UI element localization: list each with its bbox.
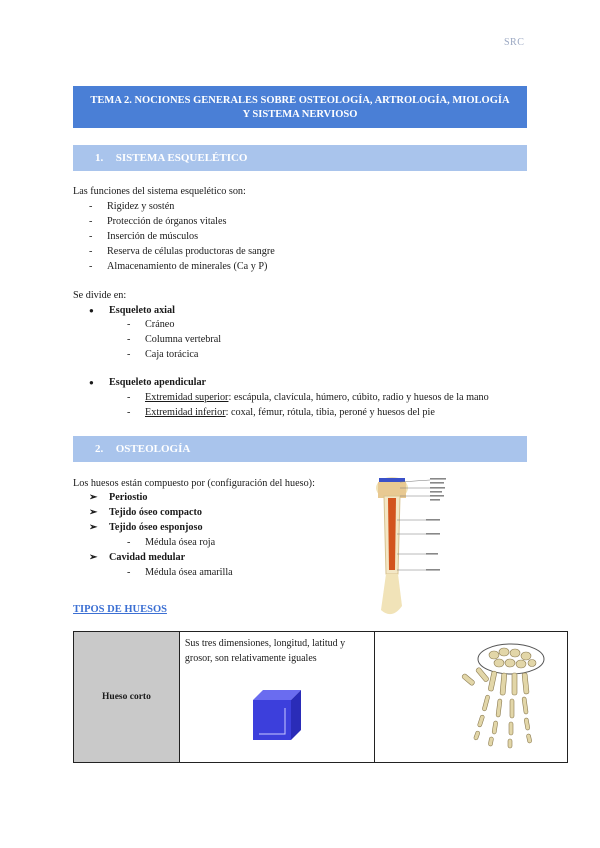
table-row xyxy=(74,632,568,763)
bone-description-cell xyxy=(179,632,374,763)
section-title: OSTEOLOGÍA xyxy=(115,443,191,455)
bone-types-table xyxy=(73,631,568,763)
section-number: 2. xyxy=(95,443,104,455)
tipos-de-huesos-heading: TIPOS DE HUESOS xyxy=(73,604,167,615)
list-item: ➢ Periostio xyxy=(89,492,148,503)
arrow-icon: ➢ xyxy=(89,507,98,518)
list-item: - Columna vertebral xyxy=(127,334,222,345)
list-item: - Inserción de músculos xyxy=(89,231,199,242)
list-item: - Cráneo xyxy=(127,319,175,330)
apendicular-list xyxy=(127,390,489,420)
list-item: - Caja torácica xyxy=(127,349,199,360)
title-line-2: Y SISTEMA NERVIOSO xyxy=(242,109,358,120)
bullet-icon: ● xyxy=(89,378,94,387)
list-item: - Reserva de células productoras de sangre xyxy=(89,246,275,257)
title-line-1: TEMA 2. NOCIONES GENERALES SOBRE OSTEOLOGÍA, ARTROLOGÍA, MIOLOGÍA xyxy=(90,95,510,106)
list-item: ➢ Tejido óseo compacto xyxy=(89,507,202,518)
section-heading-osteologia xyxy=(73,436,527,462)
functions-intro: Las funciones del sistema esquelético son: xyxy=(73,186,246,197)
list-item: - Extremidad inferior: coxal, fémur, rótula, tibia, peroné y huesos del pie xyxy=(127,407,435,418)
hand-bones-illustration xyxy=(376,633,566,758)
bone-composition-intro: Los huesos están compuesto por (configuración del hueso): xyxy=(73,478,315,489)
list-item: - Extremidad superior: escápula, clavícula, húmero, cúbito, radio y huesos de la mano xyxy=(127,392,489,403)
bone-type-cell: Hueso corto xyxy=(74,632,180,763)
section-heading-sistema-esqueletico xyxy=(73,145,527,171)
document-title xyxy=(73,86,527,128)
divide-label: Se divide en: xyxy=(73,290,127,301)
list-item: - Médula ósea amarilla xyxy=(127,567,233,578)
bullet-icon: ● xyxy=(89,306,94,315)
author-initials: SRC xyxy=(504,37,525,48)
arrow-icon: ➢ xyxy=(89,492,98,503)
section-title: SISTEMA ESQUELÉTICO xyxy=(115,152,248,164)
list-item: - Médula ósea roja xyxy=(127,537,216,548)
apendicular-heading: ● Esqueleto apendicular xyxy=(89,377,207,388)
section-number: 1. xyxy=(95,152,104,164)
list-item: - Almacenamiento de minerales (Ca y P) xyxy=(89,261,268,272)
hand-illustration-cell xyxy=(374,632,567,763)
functions-list xyxy=(89,199,275,274)
bone-components-list xyxy=(89,490,233,580)
list-item: - Protección de órganos vitales xyxy=(89,216,227,227)
list-item: ➢ Tejido óseo esponjoso xyxy=(89,522,203,533)
list-item: ➢ Cavidad medular xyxy=(89,552,186,563)
long-bone-illustration xyxy=(372,474,448,622)
arrow-icon: ➢ xyxy=(89,552,98,563)
cube-icon xyxy=(245,684,305,744)
bone-description-text: Sus tres dimensiones, longitud, latitud y grosor, son relativamente iguales xyxy=(184,638,346,664)
axial-list xyxy=(127,317,221,362)
list-item: - Rigidez y sostén xyxy=(89,201,175,212)
arrow-icon: ➢ xyxy=(89,522,98,533)
axial-heading: ● Esqueleto axial xyxy=(89,305,175,316)
